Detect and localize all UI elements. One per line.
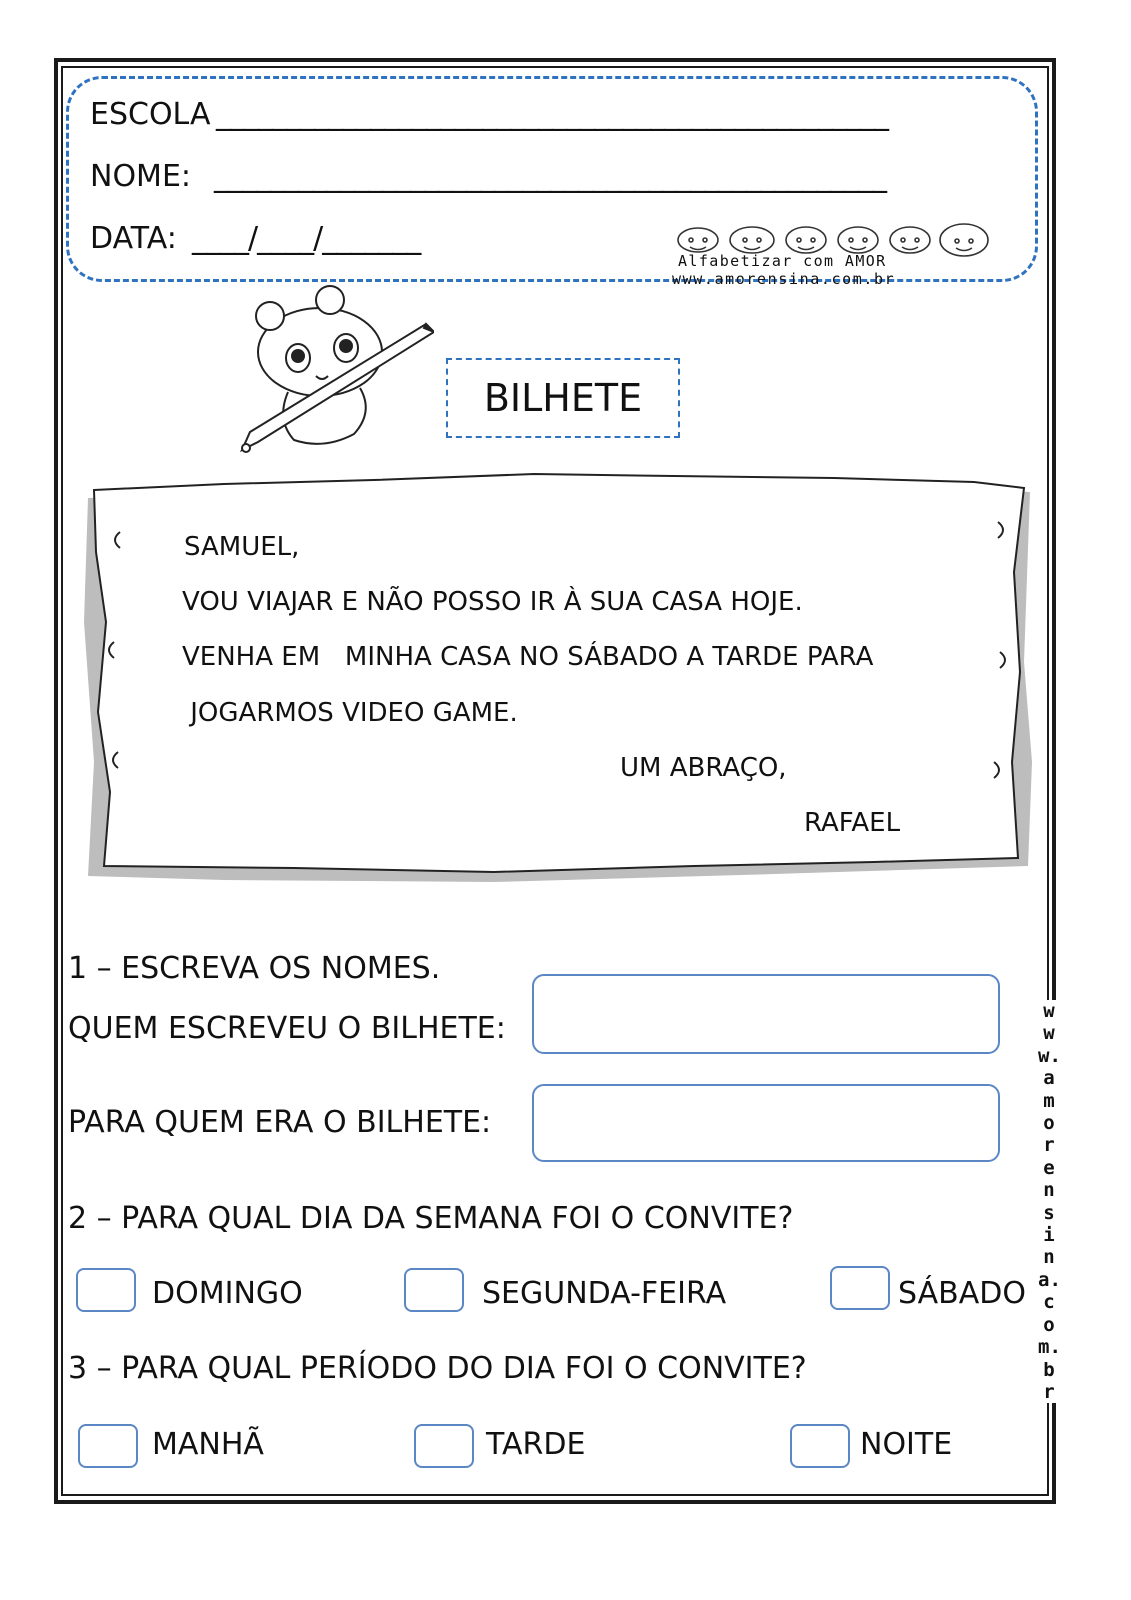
q2-title: 2 – PARA QUAL DIA DA SEMANA FOI O CONVITE? [68, 1201, 794, 1236]
note-greeting: SAMUEL, [184, 532, 300, 562]
q1-who-wrote-label: QUEM ESCREVEU O BILHETE: [68, 1011, 506, 1046]
note-line-2: VENHA EM MINHA CASA NO SÁBADO A TARDE PARA [182, 642, 874, 672]
checkbox-tarde[interactable] [414, 1424, 474, 1468]
checkbox-noite[interactable] [790, 1424, 850, 1468]
option-manha: MANHÃ [152, 1427, 264, 1462]
option-sabado: SÁBADO [898, 1276, 1026, 1311]
escola-label: ESCOLA [90, 97, 211, 132]
q1-title: 1 – ESCREVA OS NOMES. [68, 951, 441, 986]
checkbox-segunda-feira[interactable] [404, 1268, 464, 1312]
hamster-pencil-illustration [228, 282, 434, 462]
data-label: DATA: [90, 221, 177, 256]
nome-label: NOME: [90, 159, 192, 194]
checkbox-manha[interactable] [78, 1424, 138, 1468]
data-field[interactable]: ____/____/_______ [192, 221, 421, 256]
to-whom-answer-box[interactable] [532, 1084, 1000, 1162]
note-signature: RAFAEL [804, 808, 901, 838]
page-title: BILHETE [483, 376, 643, 420]
option-segunda-feira: SEGUNDA-FEIRA [482, 1276, 727, 1311]
side-website-url: www.amorensina.com.br [1038, 1000, 1061, 1403]
nome-field[interactable]: ________________________________________________ [214, 159, 886, 194]
who-wrote-answer-box[interactable] [532, 974, 1000, 1054]
checkbox-domingo[interactable] [76, 1268, 136, 1312]
option-noite: NOITE [860, 1427, 953, 1462]
note-line-3: JOGARMOS VIDEO GAME. [182, 698, 518, 728]
checkbox-sabado[interactable] [830, 1266, 890, 1310]
option-domingo: DOMINGO [152, 1276, 303, 1311]
logo-url: www.amorensina.com.br [672, 270, 896, 288]
title-box [446, 358, 680, 438]
note-line-1: VOU VIAJAR E NÃO POSSO IR À SUA CASA HOJE. [182, 587, 803, 617]
q3-title: 3 – PARA QUAL PERÍODO DO DIA FOI O CONVITE? [68, 1351, 807, 1386]
option-tarde: TARDE [486, 1427, 586, 1462]
escola-field[interactable]: ________________________________________________ [216, 97, 888, 132]
note-closing: UM ABRAÇO, [620, 753, 787, 783]
q1-to-whom-label: PARA QUEM ERA O BILHETE: [68, 1105, 492, 1140]
logo-title: Alfabetizar com AMOR [678, 252, 887, 270]
